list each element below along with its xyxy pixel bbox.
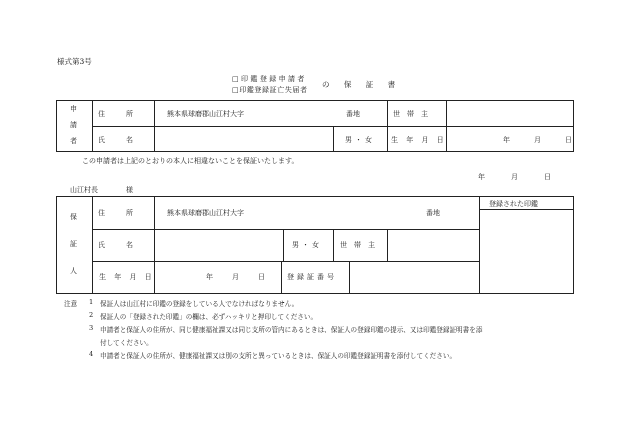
cert-number-field[interactable]: [352, 265, 476, 289]
guarantor-label-char-3: 人: [70, 267, 77, 275]
guarantor-label-char-2: 証: [70, 240, 77, 248]
note-4-number: 4: [89, 350, 94, 358]
guarantor-name-field[interactable]: [157, 233, 279, 257]
applicant-label-char-1: 申: [70, 105, 77, 113]
addressee: 山江村長 様: [70, 186, 133, 194]
title-option-lost-certificate[interactable]: □印鑑登録証亡失届者: [232, 86, 308, 94]
applicant-label-char-2: 請: [70, 121, 77, 129]
applicant-dob-year[interactable]: 年: [503, 136, 510, 144]
applicant-gender-select[interactable]: 男・女: [345, 136, 375, 144]
applicant-address-value[interactable]: 熊本県球磨郡山江村大字: [167, 110, 244, 118]
notes-heading: 注意: [64, 300, 78, 308]
registered-seal-box[interactable]: [482, 212, 571, 290]
applicant-dob-label: 生 年 月 日: [391, 136, 447, 144]
guarantor-household-head-label: 世 帯 主: [340, 241, 375, 249]
guarantor-dob-year[interactable]: 年: [206, 273, 213, 281]
cert-number-label: 登録証番号: [287, 273, 337, 281]
note-3-number: 3: [89, 324, 94, 332]
applicant-dob-month[interactable]: 月: [534, 136, 541, 144]
note-1-text: 保証人は山江村に印鑑の登録をしている人でなければなりません。: [100, 300, 299, 308]
applicant-table: [56, 100, 574, 152]
applicant-name-label: 氏 名: [98, 136, 133, 144]
form-number: 様式第3号: [57, 57, 92, 66]
guarantor-label-char-1: 保: [70, 213, 77, 221]
applicant-name-field[interactable]: [157, 129, 329, 149]
guarantor-gender-select[interactable]: 男・女: [292, 241, 322, 249]
guarantee-statement: この申請者は上記のとおりの本人に相違ないことを保証いたします。: [82, 157, 299, 165]
applicant-label-char-3: 者: [70, 137, 77, 145]
title-option-applicant[interactable]: □印鑑登録申請者: [232, 75, 307, 83]
statement-date-month[interactable]: 月: [511, 173, 518, 181]
guarantor-household-head-field[interactable]: [390, 233, 476, 257]
guarantor-name-label: 氏 名: [98, 241, 133, 249]
applicant-household-head-field[interactable]: [449, 104, 571, 124]
guarantor-address-value[interactable]: 熊本県球磨郡山江村大字: [167, 209, 244, 217]
note-2-number: 2: [89, 311, 94, 319]
note-1-number: 1: [89, 298, 94, 306]
applicant-banchi: 番地: [346, 110, 360, 118]
statement-date-year[interactable]: 年: [478, 173, 485, 181]
guarantor-dob-month[interactable]: 月: [232, 273, 239, 281]
applicant-household-head-label: 世 帯 主: [393, 110, 428, 118]
note-3-text: 申請者と保証人の住所が、同じ健康福祉課又は同じ支所の管内にあるときは、保証人の登録印鑑の提示、又は印鑑登録証明書を添: [100, 326, 483, 334]
applicant-address-label: 住 所: [98, 110, 133, 118]
guarantor-dob-day[interactable]: 日: [258, 273, 265, 281]
guarantor-banchi: 番地: [426, 209, 440, 217]
form-title-suffix: の 保 証 書: [322, 80, 402, 89]
note-2-text: 保証人の「登録された印鑑」の欄は、必ずハッキリと押印してください。: [100, 313, 318, 321]
guarantor-dob-label: 生 年 月 日: [99, 273, 155, 281]
registered-seal-label: 登録された印鑑: [489, 200, 538, 208]
note-4-text: 申請者と保証人の住所が、健康福祉課又は別の支所と異っているときは、保証人の印鑑登録証明書を添付してください。: [100, 352, 457, 360]
applicant-dob-day[interactable]: 日: [565, 136, 572, 144]
guarantor-address-label: 住 所: [98, 209, 133, 217]
note-3-continuation: 付してください。: [100, 339, 153, 347]
guarantor-table: [56, 196, 574, 294]
statement-date-day[interactable]: 日: [544, 173, 551, 181]
